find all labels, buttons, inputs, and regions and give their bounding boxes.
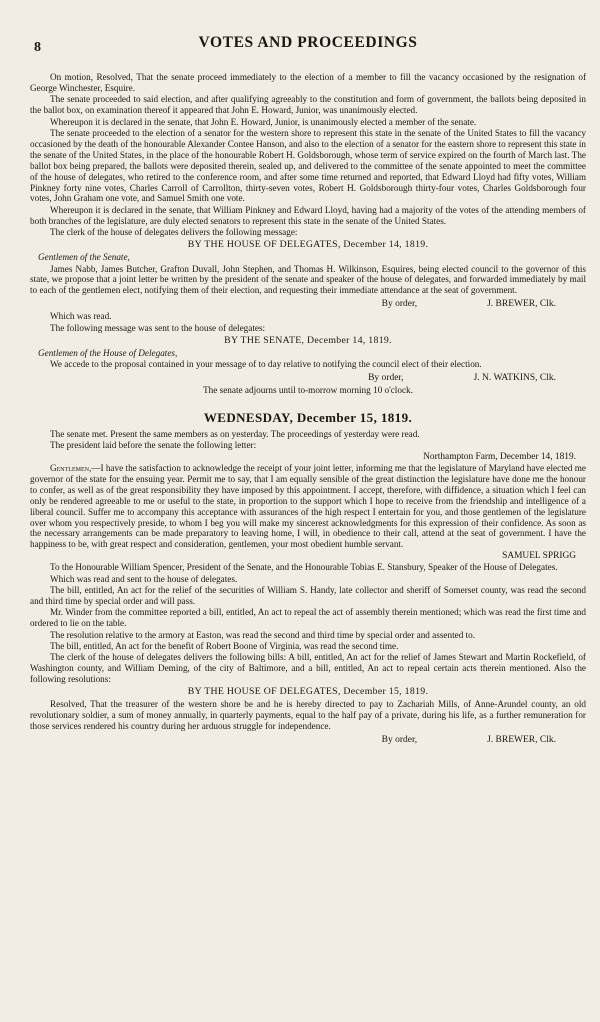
adjournment-note: The senate adjourns until to-morrow morning 10 o'clock. [203,384,413,395]
message-heading: BY THE SENATE, December 14, 1819. [224,334,392,346]
by-order: By order, [368,372,404,383]
paragraph: Which was read. [50,311,112,322]
paragraph: The following message was sent to the house of delegates: [50,322,266,333]
paragraph: Whereupon it is declared in the senate, that William Pinkney and Edward Lloyd, having had a majority of the votes of the attending members of both branches of the legislature, are duly elected senators to represent this state in the senate of the United States. [30,204,586,226]
message-body: Resolved, That the treasurer of the western shore be and he is hereby directed to pay to Zachariah Mills, of Anne-Arundel county, an old revolutionary soldier, a sum of money annually, in quarterly payments, equal to the half pay of a private, during his life, as a further remuneration for those services rendered his country during her arduous struggle for independence. [30,699,586,731]
day-heading: WEDNESDAY, December 15, 1819. [203,409,413,425]
paragraph: The clerk of the house of delegates delivers the following message: [50,227,298,238]
paragraph: Whereupon it is declared in the senate, that John E. Howard, Junior, is unanimously elected a member of the senate. [50,116,477,127]
letter-signature: SAMUEL SPRIGG [502,550,576,561]
running-title: VOTES AND PROCEEDINGS [198,34,418,51]
letter-salutation: Gentlemen, [50,462,92,473]
paragraph: The senate proceeded to the election of a senator for the western shore to represent this state in the senate of the United States to fill the vacancy occasioned by the death of the honourable Alexander Contee Hanson, and also to the election of a senator for the eastern shore to represent this state in the senate of the United States, in the place of the honourable Robert H. Goldsborough, whose term of service expired on the fourth of March last. The ballot box being prepared, the ballots were deposited therein, sealed up, and delivered to the committee of the senate appointed to meet the committee of the house of delegates, who retired to the conference room, and after some time returned and reported, that Edward Lloyd had fifty votes, William Pinkney forty nine votes, Charles Carroll of Carrollton, thirty-seven votes, Robert H. Goldsborough thirty-four votes, Charles Goldsborough four votes, John Graham one vote, and Samuel Smith one vote. [30,128,586,204]
paragraph: The senate met. Present the same members as on yesterday. The proceedings of yesterday were read. [50,428,420,439]
letter-text: —I have the satisfaction to acknowledge the receipt of your joint letter, informing me that the legislature of Maryland have elected me governor of the state for the ensuing year. Permit me to say, that I am equally sensible of the great distinction the legislature have done me the honour to confer, as well as of the great responsibility they have imposed by this appointment. I accept, therefore, with diffidence, a situation which I feel can only be rendered agreeable to me or useful to the state, in proportion to the support which I hope to receive from the friendship and intelligence of a liberal council. Suffer me to accompany this acceptance with assurances of the high respect I entertain for you, and those gentlemen of the legislature over whom you respectively preside, to whom I beg you will make my sincerest acknowledgments for this expression of their confidence. As soon as the necessary arrangements can be made preparatory to leaving home, I will, in obedience to their call, attend at the seat of government. I have the happiness to be, with great respect and consideration, gentlemen, your most obedient humble servant. [30,462,586,550]
message-salutation: Gentlemen of the Senate, [38,252,130,263]
paragraph: Mr. Winder from the committee reported a bill, entitled, An act to repeal the act of assembly therein mentioned; which was read the first time and ordered to lie on the table. [30,607,586,629]
paragraph: The bill, entitled, An act for the relief of the securities of William S. Handy, late collector and sheriff of Somerset county, was read the second and third time by special order and will pass. [30,584,586,606]
clerk-name: J. BREWER, Clk. [487,734,556,745]
letter-place-date: Northampton Farm, December 14, 1819. [423,451,576,462]
message-body: We accede to the proposal contained in your message of to day relative to notifying the council elect of their election. [50,358,482,369]
letter-body [30,463,586,550]
page-number: 8 [34,40,41,55]
paragraph: The bill, entitled, An act for the benefit of Robert Boone of Virginia, was read the second time. [50,640,399,651]
message-heading: BY THE HOUSE OF DELEGATES, December 15, 1819. [187,686,429,698]
paragraph: On motion, Resolved, That the senate proceed immediately to the election of a member to fill the vacancy occasioned by the resignation of George Winchester, Esquire. [30,72,586,93]
letter-address: To the Honourable William Spencer, President of the Senate, and the Honourable Tobias E. Stansbury, Speaker of the House of Delegates. [50,562,558,573]
message-signature [30,299,556,309]
paragraph: The president laid before the senate the following letter: [50,440,257,451]
message-body: James Nabb, James Butcher, Grafton Duvall, John Stephen, and Thomas H. Wilkinson, Esquires, being elected council to the governor of this state, we propose that a joint letter be written by the president of the senate and speaker of the house of delegates, and forwarded immediately by mail to each of the gentlemen elect, notifying them of their election, and requesting their immediate attendance at the seat of government. [30,263,586,296]
clerk-name: J. BREWER, Clk. [487,299,556,310]
paragraph: The senate proceeded to said election, and after qualifying agreeably to the constitution and form of government, the ballots being deposited in the ballot box, on examination thereof it appeared that John E. Howard, Junior, was unanimously elected. [30,94,586,116]
paragraph: The clerk of the house of delegates delivers the following bills: A bill, entitled, An act for the relief of James Stewart and Martin Rockefield, of Washington county, and William Deming, of the city of Baltimore, and a bill, entitled, An act to repeal certain acts therein mentioned. Also the following resolutions: [30,652,586,685]
message-signature [30,735,556,745]
paragraph: Which was read and sent to the house of delegates. [50,573,238,584]
paragraph: The resolution relative to the armory at Easton, was read the second and third time by special order and assented to. [50,629,476,640]
by-order: By order, [381,734,418,745]
message-signature [30,373,556,383]
clerk-name: J. N. WATKINS, Clk. [473,372,556,383]
by-order: By order, [381,299,418,310]
message-salutation: Gentlemen of the House of Delegates, [38,347,178,358]
message-heading: BY THE HOUSE OF DELEGATES, December 14, 1819. [187,239,429,251]
